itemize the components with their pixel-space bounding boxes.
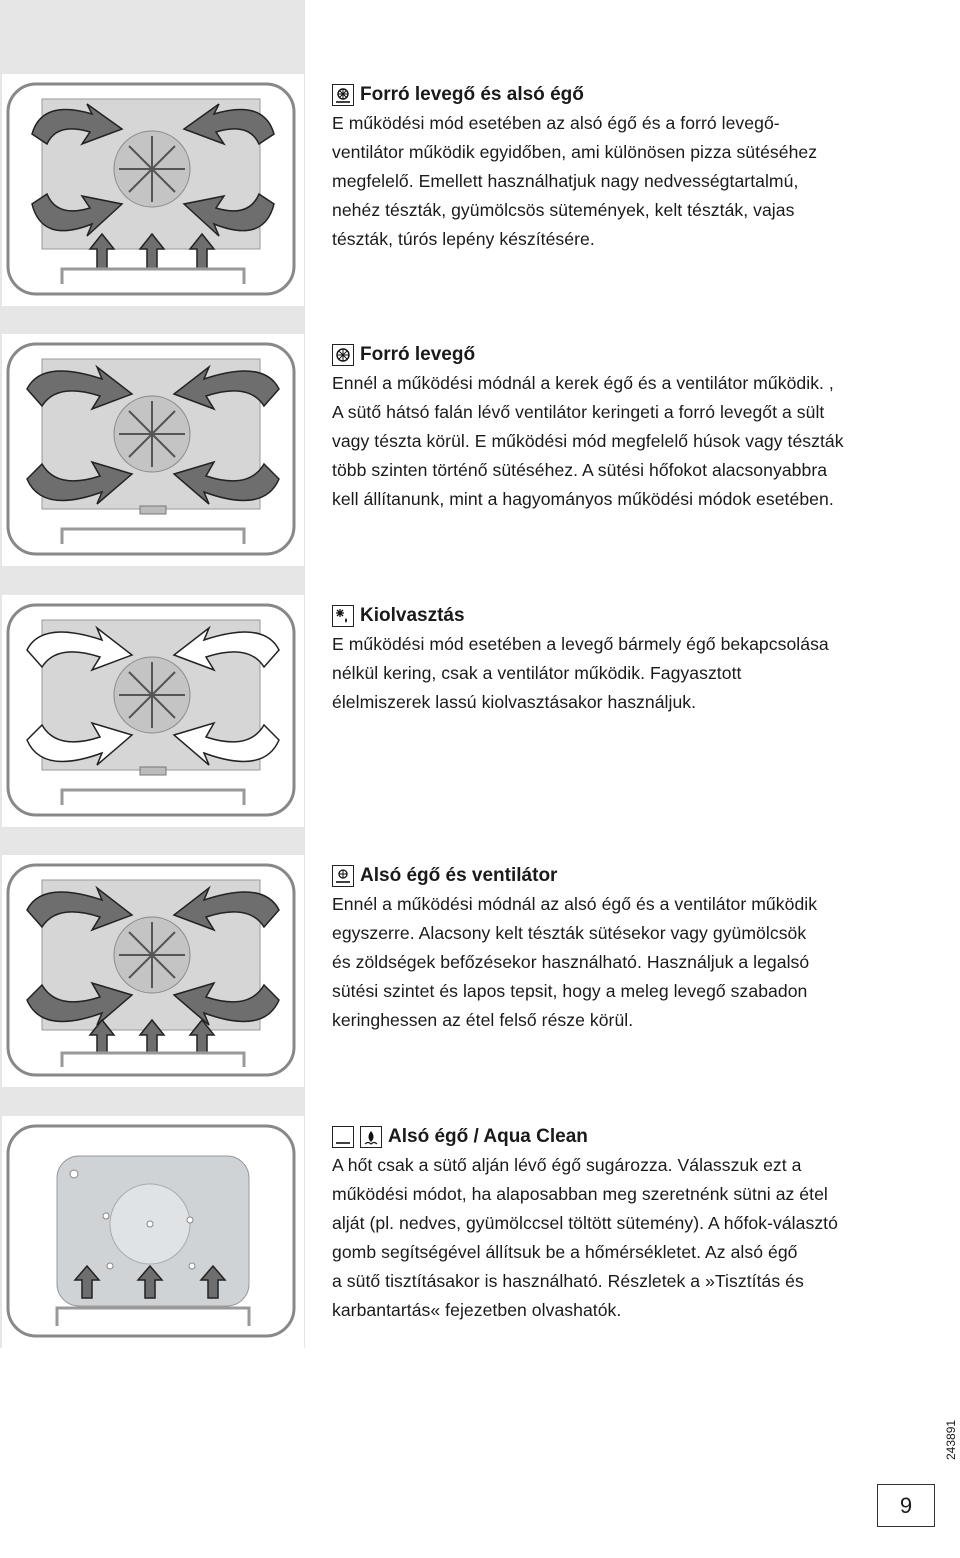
document-code: 243891 [944, 1419, 958, 1460]
section-heading [332, 865, 932, 887]
oven-diagram-hot-air-bottom [2, 74, 304, 306]
section-title: Kiolvasztás [360, 605, 465, 626]
oven-diagram-bottom-fan [2, 855, 304, 1087]
oven-diagram-defrost [2, 595, 304, 827]
defrost-icon [332, 605, 354, 627]
section-heading [332, 344, 932, 366]
section-title: Forró levegő [360, 344, 476, 365]
section-text [332, 865, 932, 1035]
section-title: Alsó égő és ventilátor [360, 865, 558, 886]
oven-diagram-hot-air [2, 334, 304, 566]
hot-air-bottom-heater-icon [332, 84, 354, 106]
section-title: Alsó égő / Aqua Clean [388, 1126, 588, 1147]
section-body: Ennél a működési módnál az alsó égő és a ventilátor működik egyszerre. Alacsony kelt tészták sütésekor vagy gyümölcsök és zöldségek befőzésekor használható. Használjuk a legalsó sütési szintet és lapos tepsit, hogy a meleg levegő szabadon keringhessen az étel felső része körül. [332, 894, 818, 1030]
oven-diagram-bottom-heater [2, 1116, 304, 1348]
section-hot-air-bottom-heater [0, 74, 960, 306]
section-body: E működési mód esetében a levegő bármely égő bekapcsolása nélkül kering, csak a ventilátor működik. Fagyasztott élelmiszerek lassú kiolvasztásakor használjuk. [332, 634, 829, 712]
hot-air-icon [332, 344, 354, 366]
section-text [332, 84, 932, 254]
section-hot-air [0, 334, 960, 566]
section-bottom-heater-fan [0, 855, 960, 1087]
section-body: E működési mód esetében az alsó égő és a forró levegő- ventilátor működik egyidőben, ami különösen pizza sütéséhez megfelelő. Emellett használhatjuk nagy nedvességtartalmú, nehéz tészták, gyümölcsös sütemények, kelt tészták, vajas tészták, túrós lepény készítésére. [332, 113, 818, 249]
section-title: Forró levegő és alsó égő [360, 84, 584, 105]
page-number: 9 [877, 1484, 935, 1527]
section-body: A hőt csak a sütő alján lévő égő sugározza. Válasszuk ezt a működési módot, ha alaposabban meg szeretnénk sütni az étel alját (pl. nedves, gyümölccsel töltött sütemény). A hőfok-választó gomb segítségével állítsuk be a hőmérsékletet. Az alsó égő a sütő tisztításakor is használható. Részletek a »Tisztítás és karbantartás« fejezetben olvashatók. [332, 1155, 838, 1320]
section-heading [332, 1126, 932, 1148]
section-text [332, 1126, 932, 1325]
bottom-heater-fan-icon [332, 865, 354, 887]
bottom-heater-icon [332, 1126, 354, 1148]
aqua-clean-icon [360, 1126, 382, 1148]
section-body: Ennél a működési módnál a kerek égő és a ventilátor működik. , A sütő hátsó falán lévő ventilátor keringeti a forró levegőt a sült vagy tészta körül. E működési mód megfelelő húsok vagy tészták több szinten történő sütéséhez. A sütési hőfokot alacsonyabbra kell állítanunk, mint a hagyományos működési módok esetében. [332, 373, 844, 509]
section-heading [332, 84, 932, 106]
section-defrost [0, 595, 960, 827]
section-text [332, 344, 932, 514]
section-text [332, 605, 932, 717]
section-heading [332, 605, 932, 627]
section-bottom-heater-aqua-clean [0, 1116, 960, 1348]
